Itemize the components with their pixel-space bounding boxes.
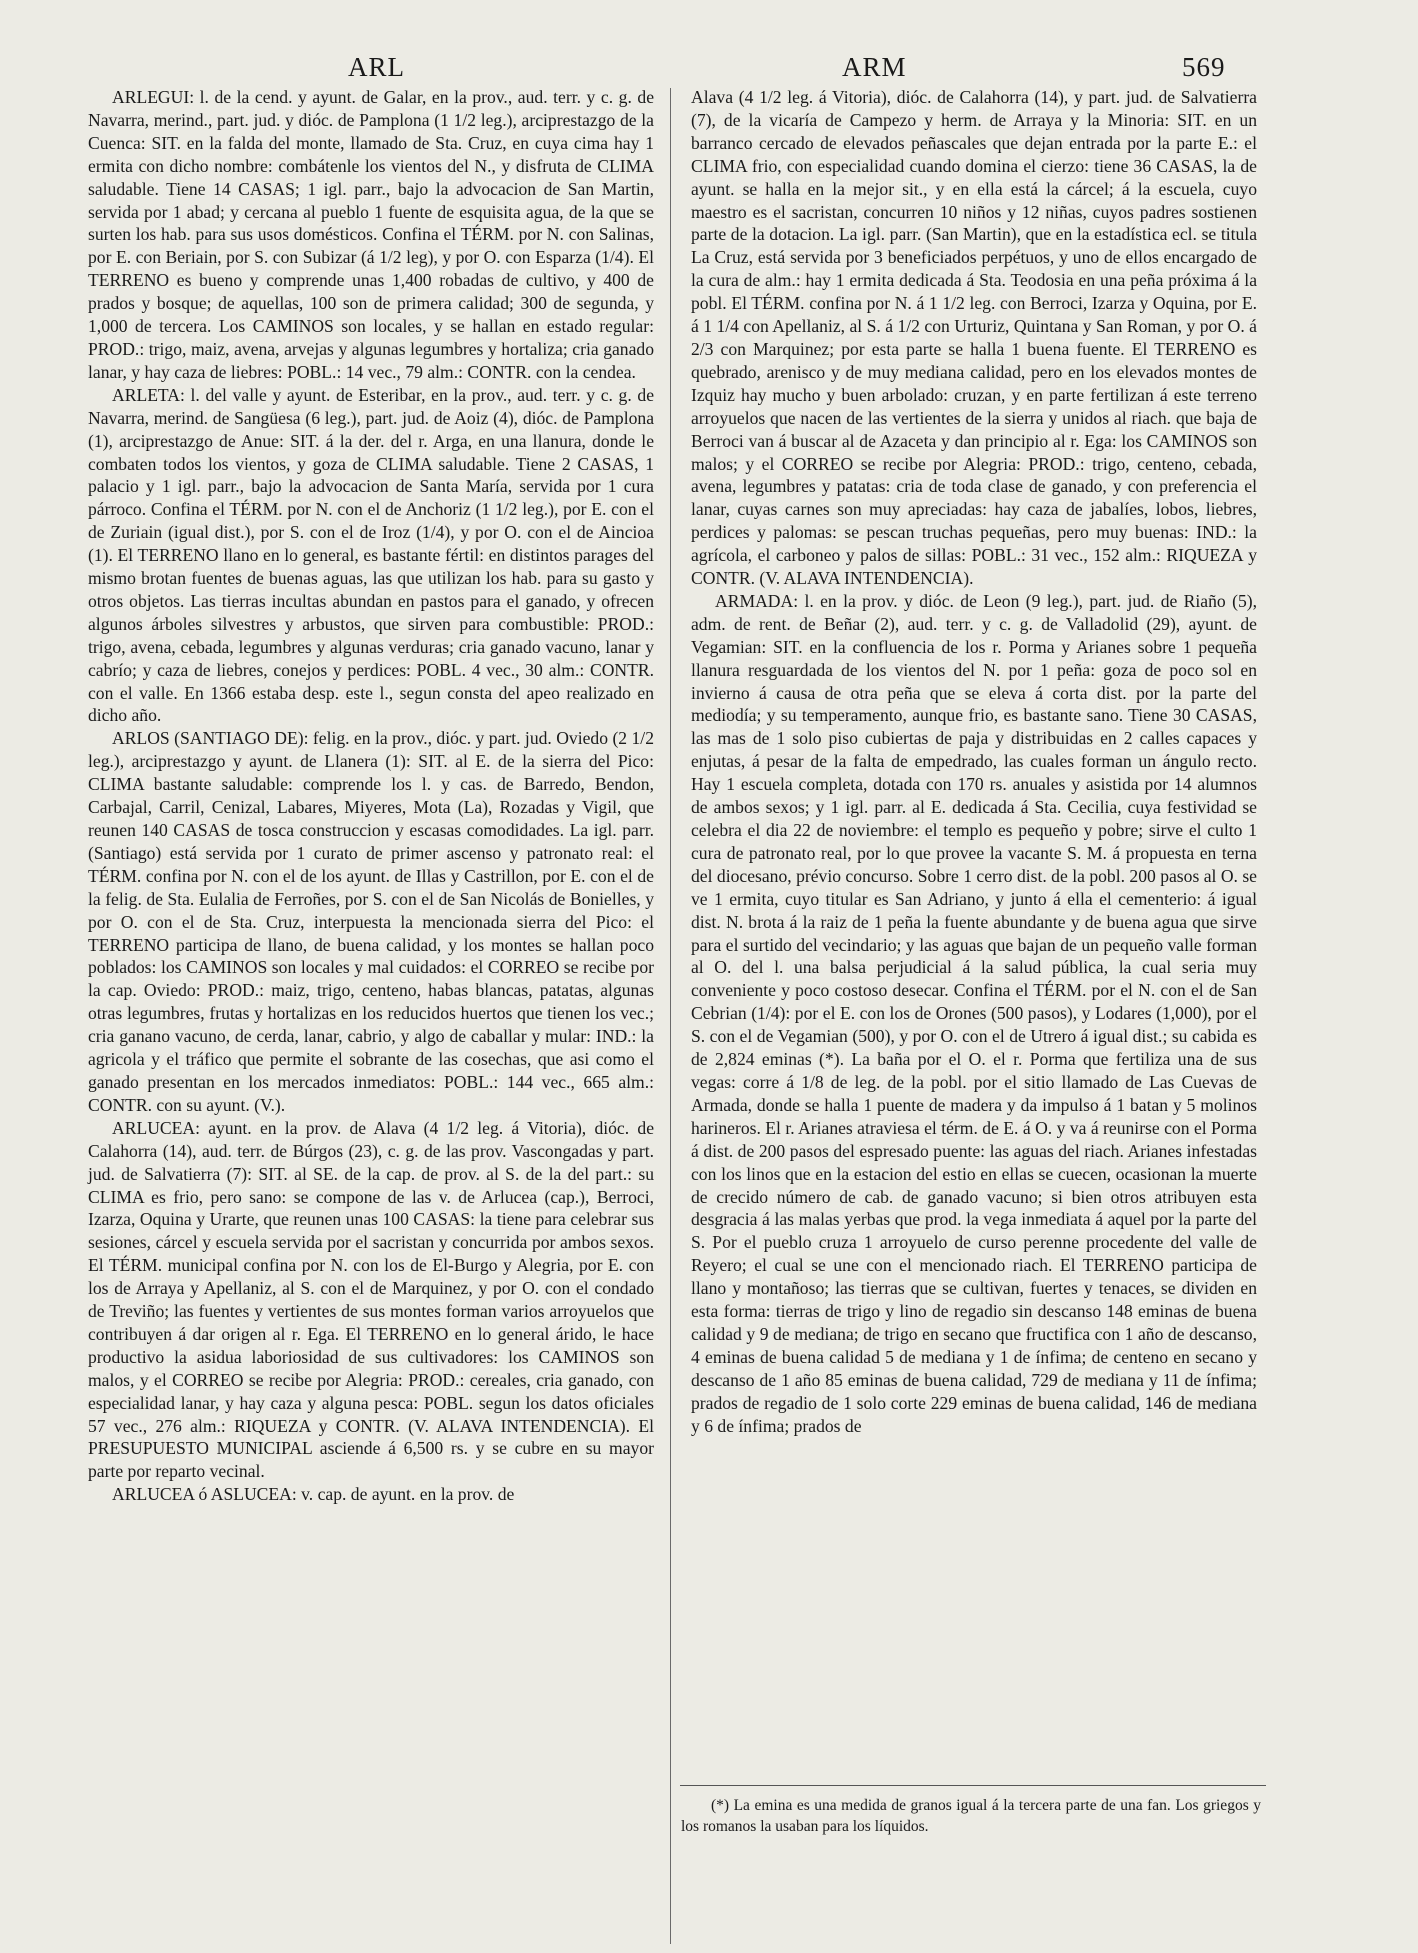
page-number: 569 — [1182, 52, 1226, 82]
footnote — [681, 1795, 1261, 1837]
column-divider — [670, 88, 671, 1944]
entry-arleta: ARLETA: l. del valle y ayunt. de Esteribar, en la prov., aud. terr. y c. g. de Navarra, merind. de Sangüesa (6 leg.), part. jud. de Aoiz (4), dióc. de Pamplona (1), arciprestazgo de Anue: SIT. á la der. del r. Arga, en una llanura, donde le combaten todos los vientos, y goza de CLIMA saludable. Tiene 2 CASAS, 1 palacio y 1 igl. parr., bajo la advocacion de Santa María, servida por 1 cura párroco. Confina el TÉRM. por N. con el de Anchoriz (1 1/2 leg.), por E. con el de Zuriain (igual dist.), por S. con el de Iroz (1/4), y por O. con el de Aincioa (1). El TERRENO llano en lo general, es bastante fértil: en distintos parages del mismo brotan fuentes de buenas aguas, las que utilizan los hab. para su gasto y otros objetos. Las tierras incultas abundan en pastos para el ganado, y ofrecen algunos árboles silvestres y arbustos, que sirven para combustible: PROD.: trigo, avena, cebada, legumbres y algunas verduras; cria ganado vacuno, lanar y cabrío; y caza de liebres, conejos y perdices: POBL. 4 vec., 30 alm.: CONTR. con el valle. En 1366 estaba desp. este l., segun consta del apeo realizado en dicho año. — [88, 384, 654, 726]
right-running-header: ARM — [842, 52, 907, 82]
footnote-rule — [680, 1785, 1266, 1786]
entry-arlucea-villa-start: ARLUCEA ó ASLUCEA: v. cap. de ayunt. en la prov. de — [112, 1484, 515, 1505]
entry-arlucea-ayunt: ARLUCEA: ayunt. en la prov. de Alava (4 1/2 leg. á Vitoria), dióc. de Calahorra (14), aud. terr. de Búrgos (23), c. g. de las prov. Vascongadas y part. jud. de Salvatierra (7): SIT. al SE. de la cap. de prov. al S. de la del part.: su CLIMA es frio, pero sano: se compone de las v. de Arlucea (cap.), Berroci, Izarza, Oquina y Urarte, que reunen unas 100 CASAS: la tiene para celebrar sus sesiones, cárcel y escuela servida por el sacristan y concurrida por ambos sexos. El TÉRM. municipal confina por N. con los de El-Burgo y Alegria, por E. con los de Arraya y Apellaniz, al S. con el de Marquinez, y por O. con el condado de Treviño; las fuentes y vertientes de sus montes forman varios arroyuelos que contribuyen á dar origen al r. Ega. El TERRENO en lo general árido, le hace productivo la asidua laboriosidad de sus cultivadores: los CAMINOS son malos, y el CORREO se recibe por Alegria: PROD.: cereales, cria ganado, con especialidad lanar, y hay caza y alguna pesca: POBL. segun los datos oficiales 57 vec., 276 alm.: RIQUEZA y CONTR. (V. ALAVA INTENDENCIA). El PRESUPUESTO MUNICIPAL asciende á 6,500 rs. y se cubre en su mayor parte por reparto vecinal. — [88, 1117, 654, 1482]
footnote-text: (*) La emina es una medida de granos igual á la tercera parte de una fan. Los griegos y los romanos la usaban para los líquidos. — [681, 1797, 1261, 1835]
entry-arlucea-villa-cont: Alava (4 1/2 leg. á Vitoria), dióc. de Calahorra (14), y part. jud. de Salvatierra (7), de la vicaría de Campezo y herm. de Arraya y la Minoria: SIT. en un barranco cercado de elevados peñascales que dejan entrada por la parte E.: el CLIMA frio, con especialidad cuando domina el cierzo: tiene 36 CASAS, la de ayunt. se halla en la mejor sit., y en ella está la cárcel; á la escuela, cuyo maestro es el sacristan, concurren 10 niños y 12 niñas, cuyos padres sostienen parte de la dotacion. La igl. parr. (San Martin), que en la estadística ecl. se titula La Cruz, está servida por 3 beneficiados perpétuos, y uno de ellos encargado de la cura de alm.: hay 1 ermita dedicada á Sta. Teodosia en una peña próxima á la pobl. El TÉRM. confina por N. á 1 1/2 leg. con Berroci, Izarza y Oquina, por E. á 1 1/4 con Apellaniz, al S. á 1/2 con Urturiz, Quintana y San Roman, y por O. á 2/3 con Marquinez; por esta parte se halla 1 buena fuente. El TERRENO es quebrado, arenisco y de muy mediana calidad, pero en los elevados montes de Izquiz hay mucho y buen arbolado: cruzan, y en parte fertilizan á este terreno arroyuelos que nacen de las vertientes de la sierra y unidos al riach. que baja de Berroci van á buscar al de Azaceta y dan principio al r. Ega: los CAMINOS son malos; y el CORREO se recibe por Alegria: PROD.: trigo, centeno, cebada, avena, legumbres y patatas: cria de toda clase de ganado, y con preferencia el lanar, cuyas carnes son muy apreciadas: hay caza de jabalíes, lobos, liebres, perdices y palomas: se pescan truchas pequeñas, pero muy buenas: IND.: la agrícola, el carboneo y palos de sillas: POBL.: 31 vec., 152 alm.: RIQUEZA y CONTR. (V. ALAVA INTENDENCIA). — [691, 87, 1257, 589]
right-column — [691, 86, 1257, 1876]
left-column — [88, 86, 654, 1942]
entry-armada: ARMADA: l. en la prov. y dióc. de Leon (9 leg.), part. jud. de Riaño (5), adm. de rent. de Beñar (2), aud. terr. y c. g. de Valladolid (29), ayunt. de Vegamian: SIT. en la confluencia de los r. Porma y Arianes sobre 1 pequeña llanura resguardada de los vientos del N. por 1 peña: goza de poco sol en invierno á causa de otra peña que se eleva á corta dist. por la parte del mediodía; y su temperamento, aunque frio, es bastante sano. Tiene 30 CASAS, las mas de 1 solo piso cubiertas de paja y distribuidas en 2 calles capaces y enjutas, á pesar de la falta de empedrado, las cuales forman un ángulo recto. Hay 1 escuela completa, dotada con 170 rs. anuales y asistida por 14 alumnos de ambos sexos; y 1 igl. parr. al E. dedicada á Sta. Cecilia, cuya festividad se celebra el dia 22 de noviembre: el templo es pequeño y pobre; sirve el culto 1 cura de patronato real, por lo que provee la vacante S. M. á propuesta en terna del diocesano, prévio concurso. Sobre 1 cerro dist. de la pobl. 200 pasos al O. se ve 1 ermita, cuyo titular es San Adriano, y junto á ella el cementerio: á igual dist. N. brota á la raiz de 1 peña la fuente abundante y de buena agua que sirve para el surtido del vecindario; y las aguas que bajan de un pequeño valle forman al O. del l. una balsa perjudicial á la salud pública, la cual seria muy conveniente y poco costoso desecar. Confina el TÉRM. por el N. con el de San Cebrian (1/4): por el E. con los de Orones (500 pasos), y Lodares (1,000), por el S. con el de Vegamian (500), y por O. con el de Utrero á igual dist.; su cabida es de 2,824 eminas (*). La baña por el O. el r. Porma que fertiliza una de sus vegas: corre á 1/8 de leg. de la pobl. por el sitio llamado de Las Cuevas de Armada, donde se halla 1 puente de madera y da impulso á 1 batan y 5 molinos harineros. El r. Arianes atraviesa el térm. de E. á O. y va á reunirse con el Porma á dist. de 200 pasos del espresado puente: las aguas del riach. Arianes infestadas con los linos que en la estacion del estio en ellas se cuecen, ocasionan la muerte de crecido número de cab. de ganado vacuno; si bien otros atribuyen esta desgracia á las malas yerbas que prod. la vega inmediata á aquel por la parte del S. Por el pueblo cruza 1 arroyuelo de curso perenne procedente del valle de Reyero; el cual se une con el mencionado riach. El TERRENO participa de llano y montañoso; las tierras que se cultivan, fuertes y tenaces, se dividen en esta forma: tierras de trigo y lino de regadio sin descanso 148 eminas de buena calidad y 9 de mediana; de trigo en secano que fructifica con 1 año de descanso, 4 eminas de buena calidad 5 de mediana y 1 de ínfima; de centeno en secano y descanso de 1 año 85 eminas de buena calidad, 729 de mediana y 11 de ínfima; prados de regadio de 1 solo corte 229 eminas de buena calidad, 146 de mediana y 6 de ínfima; prados de — [691, 590, 1257, 1436]
entry-arlegui: ARLEGUI: l. de la cend. y ayunt. de Galar, en la prov., aud. terr. y c. g. de Navarra, merind., part. jud. y dióc. de Pamplona (1 1/2 leg.), arciprestazgo de la Cuenca: SIT. en la falda del monte, llamado de Sta. Cruz, en cuya cima hay 1 ermita con dicho nombre: combátenle los vientos del N., y disfruta de CLIMA saludable. Tiene 14 CASAS; 1 igl. parr., bajo la advocacion de San Martin, servida por 1 abad; y cercana al pueblo 1 fuente de esquisita agua, de la que se surten los hab. para sus usos domésticos. Confina el TÉRM. por N. con Salinas, por E. con Beriain, por S. con Subizar (á 1/2 leg), y por O. con Esparza (1/4). El TERRENO es bueno y comprende unas 1,400 robadas de cultivo, y 400 de prados y bosque; de aquellas, 100 son de primera calidad; 300 de segunda, y 1,000 de tercera. Los CAMINOS son locales, y se hallan en estado regular: PROD.: trigo, maiz, avena, arvejas y algunas legumbres y hortaliza; cria ganado lanar, y hay caza de liebres: POBL.: 14 vec., 79 alm.: CONTR. con la cendea. — [88, 87, 654, 382]
left-running-header: ARL — [348, 52, 405, 82]
entry-arlos: ARLOS (SANTIAGO DE): felig. en la prov., dióc. y part. jud. Oviedo (2 1/2 leg.), arciprestazgo y ayunt. de Llanera (1): SIT. al E. de la sierra del Pico: CLIMA bastante saludable: comprende los l. y cas. de Barredo, Bendon, Carbajal, Carril, Cenizal, Labares, Miyeres, Mota (La), Rozadas y Vigil, que reunen 140 CASAS de tosca construccion y escasas comodidades. La igl. parr. (Santiago) está servida por 1 curato de primer ascenso y patronato real: el TÉRM. confina por N. con el de los ayunt. de Illas y Castrillon, por E. con el de la felig. de Sta. Eulalia de Ferroñes, por S. con el de San Nicolás de Bonielles, y por O. con el de Sta. Cruz, interpuesta la mencionada sierra del Pico: el TERRENO participa de llano, de buena calidad, y los montes se hallan poco poblados: los CAMINOS son locales y mal cuidados: el CORREO se recibe por la cap. Oviedo: PROD.: maiz, trigo, centeno, habas blancas, patatas, algunas otras legumbres, frutas y hortalizas en los reducidos huertos que tienen los vec.; cria ganano vacuno, de cerda, lanar, cabrio, y algo de caballar y mular: IND.: la agricola y el tráfico que permite el sobrante de las cosechas, que asi como el ganado presentan en los mercados inmediatos: POBL.: 144 vec., 665 alm.: CONTR. con su ayunt. (V.). — [88, 728, 654, 1115]
